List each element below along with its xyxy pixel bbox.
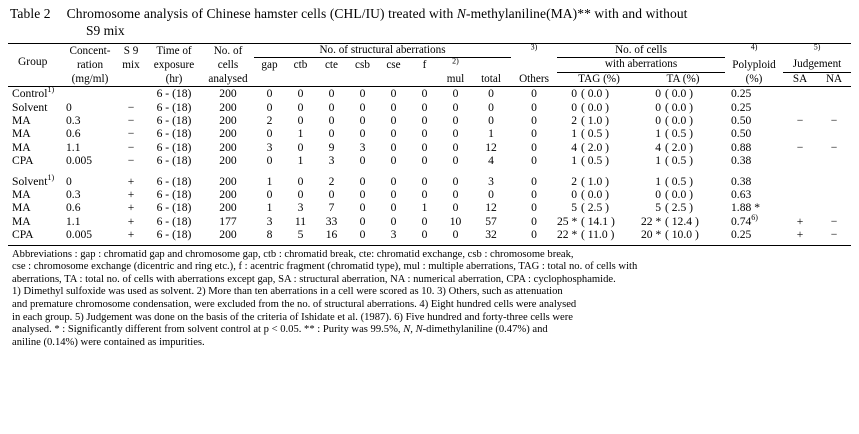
cell-polyploid: 0.25 <box>731 100 752 114</box>
cell-total: 0 <box>488 114 494 128</box>
cell-ctb: 3 <box>297 201 304 215</box>
cell-tag: 22 * ( 11.0 ) <box>557 228 615 242</box>
cell-cells-analysed: 200 <box>219 188 237 202</box>
header-others-sup: 3) <box>530 41 538 51</box>
cell-cells-analysed: 200 <box>219 174 237 188</box>
cell-csb: 0 <box>359 100 366 114</box>
cell-others: 0 <box>531 174 537 188</box>
header-sub-f: f <box>422 58 427 71</box>
cell-total: 32 <box>485 228 497 242</box>
cell-csb: 0 <box>359 87 366 101</box>
cell-f: 0 <box>421 114 428 128</box>
header-judgement-sup: 5) <box>813 41 821 51</box>
cell-others: 0 <box>531 127 537 141</box>
cell-sa: + <box>796 214 804 228</box>
cell-s9 <box>116 87 146 100</box>
table-row <box>8 228 851 241</box>
cell-polyploid: 0.50 <box>731 114 752 128</box>
cell-time: 6 - (18) <box>156 188 192 202</box>
cell-time: 6 - (18) <box>156 127 192 141</box>
header-sub-cse: cse <box>386 58 401 71</box>
cell-cte: 7 <box>328 201 335 215</box>
cell-csb: 0 <box>359 201 366 215</box>
cell-na <box>817 87 851 100</box>
cell-time: 6 - (18) <box>156 114 192 128</box>
header-polyploid-unit: (%) <box>745 72 763 85</box>
cell-cse: 0 <box>390 140 397 154</box>
cell-ta: 20 * ( 10.0 ) <box>641 228 699 242</box>
header-time-l3: (hr) <box>165 72 183 85</box>
cell-group: CPA <box>12 154 34 168</box>
cell-mul: 0 <box>452 174 459 188</box>
header-group: Group <box>18 56 48 69</box>
cell-group: MA <box>12 188 31 202</box>
header-sub-total: total <box>481 72 501 85</box>
header-cells-ab-l1: No. of cells <box>557 44 725 58</box>
cell-gap: 0 <box>266 188 273 202</box>
cell-s9: − <box>127 154 135 168</box>
cell-sa <box>783 154 817 167</box>
header-row-2 <box>8 58 851 72</box>
cell-sa <box>783 175 817 188</box>
cell-total: 0 <box>488 188 494 202</box>
cell-others: 0 <box>531 154 537 168</box>
cell-csb: 0 <box>359 127 366 141</box>
cell-na <box>817 101 851 114</box>
cell-cse: 0 <box>390 201 397 215</box>
header-polyploid: Polyploid <box>732 58 776 71</box>
header-sub-cte: cte <box>324 58 339 71</box>
cell-group: CPA <box>12 228 34 242</box>
cell-group: MA <box>12 127 31 141</box>
cell-tag: 4 ( 2.0 ) <box>571 140 610 154</box>
cell-time: 6 - (18) <box>156 214 192 228</box>
cell-cte: 0 <box>328 87 335 101</box>
cell-csb: 0 <box>359 214 366 228</box>
cell-s9: + <box>127 214 135 228</box>
cell-cte: 3 <box>328 154 335 168</box>
cell-total: 12 <box>485 140 497 154</box>
cell-cte: 0 <box>328 100 335 114</box>
table-row <box>8 141 851 154</box>
cell-cells-analysed: 200 <box>219 154 237 168</box>
footnote-line-2: cse : chromosome exchange (dicentric and ring etc.), f : acentric fragment (chromatid type), mul : multiple aberrations, TAG : total no. of cells with <box>12 261 638 273</box>
cell-ctb: 0 <box>297 174 304 188</box>
header-sub-ctb: ctb <box>293 58 308 71</box>
cell-concentration: 0.005 <box>66 154 93 168</box>
cell-na: − <box>830 114 838 128</box>
header-structural-span: No. of structural aberrations <box>254 44 511 58</box>
header-cells-l3: analysed <box>208 72 248 85</box>
cell-na <box>817 175 851 188</box>
table-caption-line2: S9 mix <box>86 23 125 38</box>
cell-ta: 0 ( 0.0 ) <box>655 100 694 114</box>
header-cells-l2: cells <box>217 58 239 71</box>
cell-time: 6 - (18) <box>156 174 192 188</box>
cell-group: MA <box>12 201 31 215</box>
cell-s9: − <box>127 100 135 114</box>
header-mul-sup: 2) <box>452 56 459 66</box>
cell-cte: 0 <box>328 188 335 202</box>
cell-gap: 8 <box>266 228 273 242</box>
cell-f: 0 <box>421 228 428 242</box>
cell-sa <box>783 127 817 140</box>
cell-total: 1 <box>488 127 494 141</box>
cell-tag: 1 ( 0.5 ) <box>571 154 610 168</box>
cell-mul: 10 <box>449 214 462 228</box>
cell-tag: 1 ( 0.5 ) <box>571 127 610 141</box>
cell-na: − <box>830 214 838 228</box>
cell-concentration: 0.3 <box>66 114 81 128</box>
cell-cells-analysed: 200 <box>219 114 237 128</box>
cell-csb: 0 <box>359 228 366 242</box>
cell-time: 6 - (18) <box>156 154 192 168</box>
cell-others: 0 <box>531 87 537 101</box>
cell-sa <box>783 188 817 201</box>
cell-cse: 0 <box>390 100 397 114</box>
cell-na <box>817 188 851 201</box>
cell-time: 6 - (18) <box>156 100 192 114</box>
cell-concentration: 0.6 <box>66 201 81 215</box>
cell-polyploid: 0.25 <box>731 228 752 242</box>
header-time-l2: exposure <box>153 58 195 71</box>
cell-mul: 0 <box>452 100 459 114</box>
cell-group: MA <box>12 214 31 228</box>
header-polyploid-sup: 4) <box>750 41 758 51</box>
cell-s9: + <box>127 201 135 215</box>
header-judgement: Judgement <box>783 58 851 72</box>
cell-polyploid: 0.25 <box>731 87 752 101</box>
cell-mul: 0 <box>452 188 459 202</box>
cell-mul: 0 <box>452 140 459 154</box>
cell-ctb: 0 <box>297 87 304 101</box>
cell-mul: 0 <box>452 87 459 101</box>
cell-f: 0 <box>421 214 428 228</box>
cell-others: 0 <box>531 214 537 228</box>
header-others: Others <box>519 72 549 85</box>
cell-ctb: 0 <box>297 100 304 114</box>
table-body <box>8 87 851 241</box>
cell-gap: 1 <box>266 174 273 188</box>
cell-tag: 0 ( 0.0 ) <box>571 100 610 114</box>
table-row <box>8 114 851 127</box>
cell-f: 0 <box>421 154 428 168</box>
header-sub-mul: mul <box>446 72 465 85</box>
cell-mul: 0 <box>452 114 459 128</box>
header-conc-l1: Concent- <box>69 44 111 57</box>
cell-others: 0 <box>531 201 537 215</box>
header-conc-l2: ration <box>76 58 104 71</box>
cell-cells-analysed: 200 <box>219 140 237 154</box>
header-row-3 <box>8 72 851 86</box>
cell-total: 12 <box>485 201 497 215</box>
cell-concentration: 0 <box>66 174 72 188</box>
cell-ta: 4 ( 2.0 ) <box>655 140 694 154</box>
cell-sa: − <box>796 140 804 154</box>
cell-csb: 0 <box>359 114 366 128</box>
header-sa: SA <box>792 72 808 85</box>
cell-concentration: 0.6 <box>66 127 81 141</box>
cell-cse: 0 <box>390 114 397 128</box>
cell-concentration: 0.3 <box>66 188 81 202</box>
cell-total: 4 <box>488 154 494 168</box>
cell-mul: 0 <box>452 201 459 215</box>
header-s9-l1: S 9 <box>123 44 139 57</box>
cell-f: 0 <box>421 188 428 202</box>
table-row <box>8 215 851 228</box>
cell-total: 3 <box>488 174 494 188</box>
cell-cells-analysed: 200 <box>219 228 237 242</box>
cell-cells-analysed: 200 <box>219 201 237 215</box>
cell-s9: − <box>127 127 135 141</box>
footnote-line-3: aberrations, TA : total no. of cells with aberrations except gap, SA : structural aberration, NA : numerical aberration, CPA : cyclophosphamide. <box>12 273 616 285</box>
cell-gap: 0 <box>266 154 273 168</box>
cell-concentration <box>64 87 116 100</box>
cell-csb: 0 <box>359 188 366 202</box>
cell-ctb: 5 <box>297 228 304 242</box>
cell-sa <box>783 101 817 114</box>
cell-ta: 0 ( 0.0 ) <box>655 114 694 128</box>
cell-csb: 3 <box>359 140 366 154</box>
cell-na <box>817 127 851 140</box>
cell-s9: − <box>127 114 135 128</box>
cell-cse: 0 <box>390 188 397 202</box>
table-title <box>8 6 851 22</box>
cell-others: 0 <box>531 188 537 202</box>
cell-cse: 0 <box>390 154 397 168</box>
header-conc-l3: (mg/ml) <box>71 72 109 85</box>
cell-polyploid: 0.88 <box>731 140 752 154</box>
cell-ctb: 0 <box>297 114 304 128</box>
cell-ta: 5 ( 2.5 ) <box>655 201 694 215</box>
footnote-line-6: in each group. 5) Judgement was done on the basis of the criteria of Ishidate et al. (1987). 6) Five hundred and forty-three cells were <box>12 311 573 323</box>
header-sub-csb: csb <box>355 58 370 71</box>
cell-cte: 2 <box>328 174 335 188</box>
cell-ctb: 0 <box>297 140 304 154</box>
cell-time: 6 - (18) <box>156 201 192 215</box>
cell-gap: 2 <box>266 114 273 128</box>
cell-cells-analysed: 200 <box>219 100 237 114</box>
cell-polyploid: 0.38 <box>731 174 752 188</box>
cell-na <box>817 201 851 214</box>
cell-sa: + <box>796 228 804 242</box>
cell-total: 0 <box>488 87 494 101</box>
cell-s9: + <box>127 188 135 202</box>
cell-tag: 0 ( 0.0 ) <box>571 87 610 101</box>
cell-f: 0 <box>421 87 428 101</box>
cell-gap: 1 <box>266 201 273 215</box>
cell-concentration: 1.1 <box>66 140 81 154</box>
header-cells-l1: No. of <box>213 44 243 57</box>
header-ta: TA (%) <box>666 72 700 85</box>
cell-ctb: 0 <box>297 188 304 202</box>
cell-s9: − <box>127 140 135 154</box>
cell-na: − <box>830 228 838 242</box>
cell-f: 0 <box>421 127 428 141</box>
table-row <box>8 175 851 188</box>
cell-time: 6 - (18) <box>156 87 192 101</box>
cell-f: 0 <box>421 174 428 188</box>
section-spacer <box>8 168 851 175</box>
cell-concentration: 1.1 <box>66 214 81 228</box>
cell-group: MA <box>12 114 31 128</box>
table-number: Table 2 <box>10 6 51 21</box>
cell-s9: + <box>127 174 135 188</box>
cell-ta: 1 ( 0.5 ) <box>655 127 694 141</box>
header-time-l1: Time of <box>156 44 192 57</box>
cell-f: 0 <box>421 140 428 154</box>
cell-na <box>817 154 851 167</box>
cell-mul: 0 <box>452 154 459 168</box>
cell-cse: 0 <box>390 174 397 188</box>
header-row-1 <box>8 44 851 58</box>
table-row <box>8 101 851 114</box>
cell-group: Solvent <box>12 100 48 114</box>
cell-polyploid: 0.63 <box>731 188 752 202</box>
cell-cells-analysed: 200 <box>219 127 237 141</box>
header-s9-l2: mix <box>122 58 140 71</box>
cell-na: − <box>830 140 838 154</box>
cell-total: 0 <box>488 100 494 114</box>
cell-mul: 0 <box>452 127 459 141</box>
cell-polyploid: 0.38 <box>731 154 752 168</box>
header-tag: TAG (%) <box>578 72 620 85</box>
cell-ta: 1 ( 0.5 ) <box>655 174 694 188</box>
table-row <box>8 127 851 140</box>
footnote-line-1: Abbreviations : gap : chromatid gap and chromosome gap, ctb : chromatid break, cte: chromatid exchange, csb : chromosome break, <box>12 248 574 260</box>
cell-time: 6 - (18) <box>156 140 192 154</box>
cell-gap: 3 <box>266 214 273 228</box>
cell-cte: 0 <box>328 127 335 141</box>
footnote-line-7: analysed. * : Significantly different from solvent control at p < 0.05. ** : Purity was 99.5%, N, N-dimethylaniline (0.47%) and <box>12 324 548 336</box>
cell-f: 0 <box>421 100 428 114</box>
footnote-line-4: 1) Dimethyl sulfoxide was used as solvent. 2) More than ten aberrations in a cell were scored as 10. 3) Others, such as attenuation <box>12 286 563 298</box>
cell-cte: 9 <box>328 140 335 154</box>
cell-cte: 16 <box>325 228 338 242</box>
cell-time: 6 - (18) <box>156 228 192 242</box>
table-footnotes <box>8 246 851 350</box>
cell-others: 0 <box>531 100 537 114</box>
header-na: NA <box>825 72 843 85</box>
cell-polyploid: 0.50 <box>731 127 752 141</box>
table-caption: Chromosome analysis of Chinese hamster cells (CHL/IU) treated with N-methylaniline(MA)** with and without <box>66 6 688 21</box>
cell-polyploid: 1.88 * <box>731 201 760 215</box>
header-cells-ab-l2: with aberrations <box>557 58 725 72</box>
cell-group: Control$^{1)}$ <box>12 85 55 101</box>
cell-others: 0 <box>531 140 537 154</box>
cell-cte: 0 <box>328 114 335 128</box>
cell-mul: 0 <box>452 228 459 242</box>
cell-sa <box>783 201 817 214</box>
cell-tag: 0 ( 0.0 ) <box>571 188 610 202</box>
cell-sa: − <box>796 114 804 128</box>
table-row <box>8 201 851 214</box>
cell-tag: 2 ( 1.0 ) <box>571 114 610 128</box>
cell-group: Solvent$^{1)}$ <box>12 172 55 188</box>
cell-csb: 0 <box>359 154 366 168</box>
cell-ta: 0 ( 0.0 ) <box>655 87 694 101</box>
cell-total: 57 <box>485 214 497 228</box>
cell-csb: 0 <box>359 174 366 188</box>
cell-cse: 0 <box>390 87 397 101</box>
cell-ctb: 1 <box>297 154 304 168</box>
cell-gap: 0 <box>266 100 273 114</box>
cell-cells-analysed: 200 <box>219 87 237 101</box>
table-row <box>8 87 851 100</box>
cell-ctb: 11 <box>294 214 307 228</box>
cell-group: MA <box>12 140 31 154</box>
table-header <box>8 41 851 86</box>
cell-tag: 25 * ( 14.1 ) <box>557 214 615 228</box>
cell-sa <box>783 87 817 100</box>
cell-ta: 0 ( 0.0 ) <box>655 188 694 202</box>
cell-ta: 1 ( 0.5 ) <box>655 154 694 168</box>
cell-others: 0 <box>531 114 537 128</box>
cell-cte: 33 <box>325 214 338 228</box>
cell-others: 0 <box>531 228 537 242</box>
footnote-line-8: aniline (0.14%) were contained as impurities. <box>12 336 205 348</box>
cell-ta: 22 * ( 12.4 ) <box>641 214 699 228</box>
cell-s9: + <box>127 228 135 242</box>
cell-cse: 0 <box>390 127 397 141</box>
cell-tag: 2 ( 1.0 ) <box>571 174 610 188</box>
cell-cse: 3 <box>390 228 397 242</box>
header-sub-gap: gap <box>261 58 278 71</box>
footnote-line-5: and premature chromosome condensation, were excluded from the no. of structural aberrations. 4) Eight hundred cells were analysed <box>12 299 577 311</box>
cell-concentration: 0.005 <box>66 228 93 242</box>
cell-gap: 0 <box>266 127 273 141</box>
cell-cells-analysed: 177 <box>219 214 237 228</box>
cell-f: 1 <box>421 201 428 215</box>
cell-polyploid: 0.74$^{6)}$ <box>731 213 758 228</box>
cell-gap: 0 <box>266 87 273 101</box>
cell-gap: 3 <box>266 140 273 154</box>
cell-ctb: 1 <box>297 127 304 141</box>
table-row <box>8 188 851 201</box>
table-row <box>8 154 851 167</box>
cell-concentration: 0 <box>66 100 72 114</box>
cell-tag: 5 ( 2.5 ) <box>571 201 610 215</box>
cell-cse: 0 <box>390 214 397 228</box>
